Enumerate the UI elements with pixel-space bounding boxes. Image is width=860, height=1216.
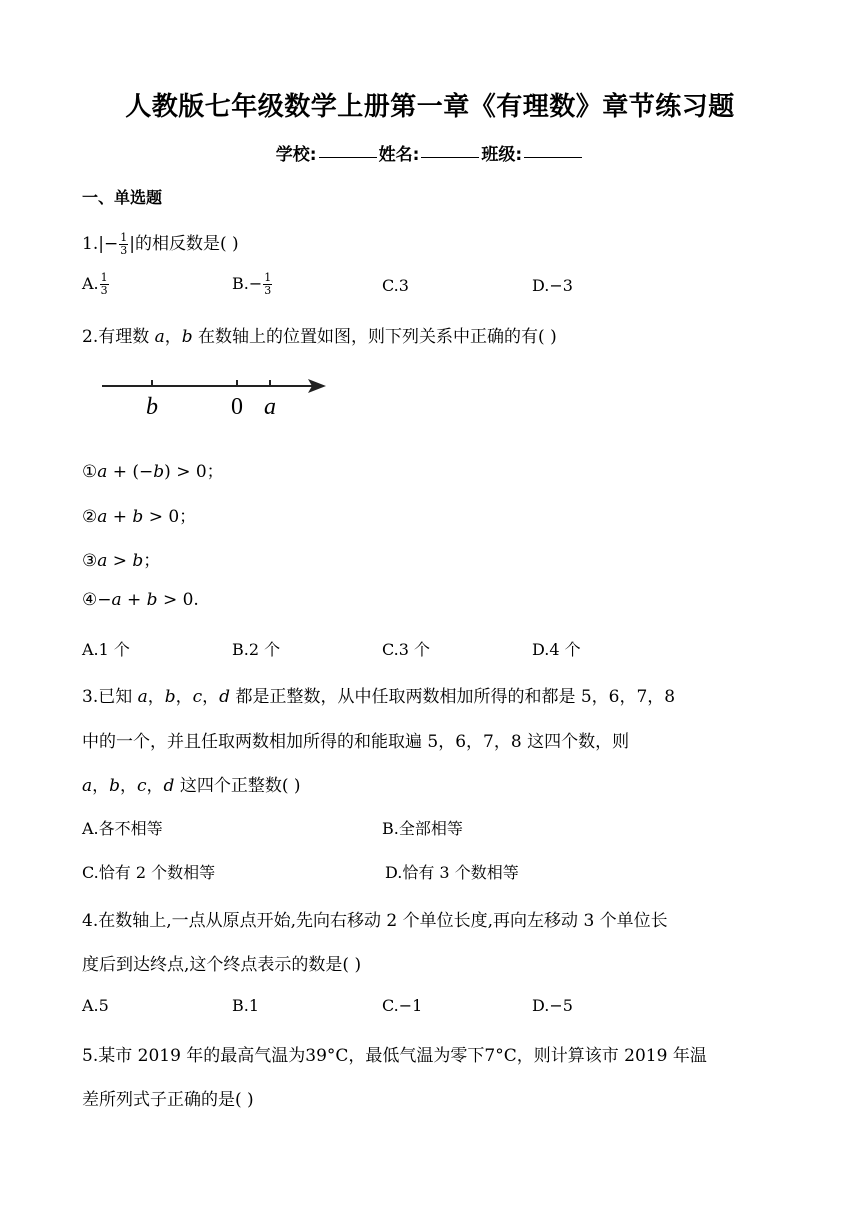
school-label: 学校: <box>275 145 317 165</box>
page-title: 人教版七年级数学上册第一章《有理数》章节练习题 <box>125 92 735 122</box>
q2-item-4: ④−𝑎 + 𝑏 > 0. <box>82 590 199 610</box>
school-blank[interactable] <box>319 157 377 158</box>
question-3-line-3: 𝑎，𝑏，𝑐，𝑑 这四个正整数( ) <box>82 776 301 796</box>
q1-option-b-den: 3 <box>264 284 272 297</box>
q2-option-c[interactable]: C.3 个 <box>382 640 431 659</box>
q1-option-a-num: 1 <box>100 271 108 284</box>
axis-label-zero: 0 <box>231 394 243 420</box>
q1-option-a-label: A. <box>82 274 99 293</box>
q3-option-a[interactable]: A.各不相等 <box>82 819 163 838</box>
question-1 <box>82 229 239 257</box>
q2-option-d[interactable]: D.4 个 <box>532 640 581 659</box>
q1-option-b-label: B. <box>232 274 249 293</box>
question-5-line-2: 差所列式子正确的是( ) <box>82 1090 254 1110</box>
q2-option-a[interactable]: A.1 个 <box>82 640 130 659</box>
q2-item-3: ③𝑎 > 𝑏； <box>82 551 161 571</box>
section-heading: 一、单选题 <box>82 188 163 207</box>
question-4-line-2: 度后到达终点,这个终点表示的数是( ) <box>82 955 362 975</box>
q1-frac-den: 3 <box>120 244 128 257</box>
question-2: 2.有理数 𝑎，𝑏 在数轴上的位置如图，则下列关系中正确的有( ) <box>82 327 557 347</box>
q4-option-d[interactable]: D.−5 <box>532 996 573 1015</box>
question-3-line-1: 3.已知 𝑎，𝑏，𝑐，𝑑 都是正整数，从中任取两数相加所得的和都是 5，6，7，8 <box>82 687 676 707</box>
name-blank[interactable] <box>421 157 479 158</box>
student-info-line <box>0 140 860 165</box>
question-4-line-1: 4.在数轴上,一点从原点开始,先向右移动 2 个单位长度,再向左移动 3 个单位长 <box>82 911 668 931</box>
q4-option-b[interactable]: B.1 <box>232 996 260 1015</box>
question-5-line-1: 5.某市 2019 年的最高气温为39°C，最低气温为零下7°C，则计算该市 2019 年温 <box>82 1046 707 1066</box>
q1-option-b-num: 1 <box>264 271 272 284</box>
class-label: 班级: <box>481 145 523 165</box>
q1-option-a-den: 3 <box>100 284 108 297</box>
q1-text: 的相反数是( ) <box>134 234 239 254</box>
q1-frac-num: 1 <box>120 231 128 244</box>
number-line-figure <box>100 368 340 424</box>
q1-option-a[interactable] <box>82 272 110 297</box>
class-blank[interactable] <box>524 157 582 158</box>
question-3-line-2: 中的一个，并且任取两数相加所得的和能取遍 5，6，7，8 这四个数，则 <box>82 732 630 752</box>
q1-option-b-fraction <box>263 272 272 297</box>
q1-option-a-fraction <box>100 272 109 297</box>
q4-option-a[interactable]: A.5 <box>82 996 109 1015</box>
q1-option-b-minus: − <box>248 274 263 293</box>
q4-option-c[interactable]: C.−1 <box>382 996 423 1015</box>
q3-option-b[interactable]: B.全部相等 <box>382 819 463 838</box>
q2-item-2: ②𝑎 + 𝑏 > 0； <box>82 507 197 527</box>
q3-option-d[interactable]: D.恰有 3 个数相等 <box>385 863 519 882</box>
axis-label-b: b <box>146 394 158 420</box>
axis-label-a: a <box>264 394 276 420</box>
q3-option-c[interactable]: C.恰有 2 个数相等 <box>82 863 216 882</box>
q1-abs-open: | <box>98 234 104 254</box>
q1-option-c[interactable]: C.3 <box>382 276 409 295</box>
q1-abs-close: | <box>129 234 135 254</box>
q2-item-1: ①𝑎 + (−𝑏) > 0； <box>82 462 224 482</box>
q1-option-d[interactable]: D.−3 <box>532 276 573 295</box>
name-label: 姓名: <box>378 145 420 165</box>
q1-option-b[interactable] <box>232 272 273 297</box>
q1-fraction <box>119 232 128 257</box>
q1-minus: − <box>103 234 119 254</box>
q2-option-b[interactable]: B.2 个 <box>232 640 281 659</box>
q1-prefix: 1. <box>82 234 99 254</box>
